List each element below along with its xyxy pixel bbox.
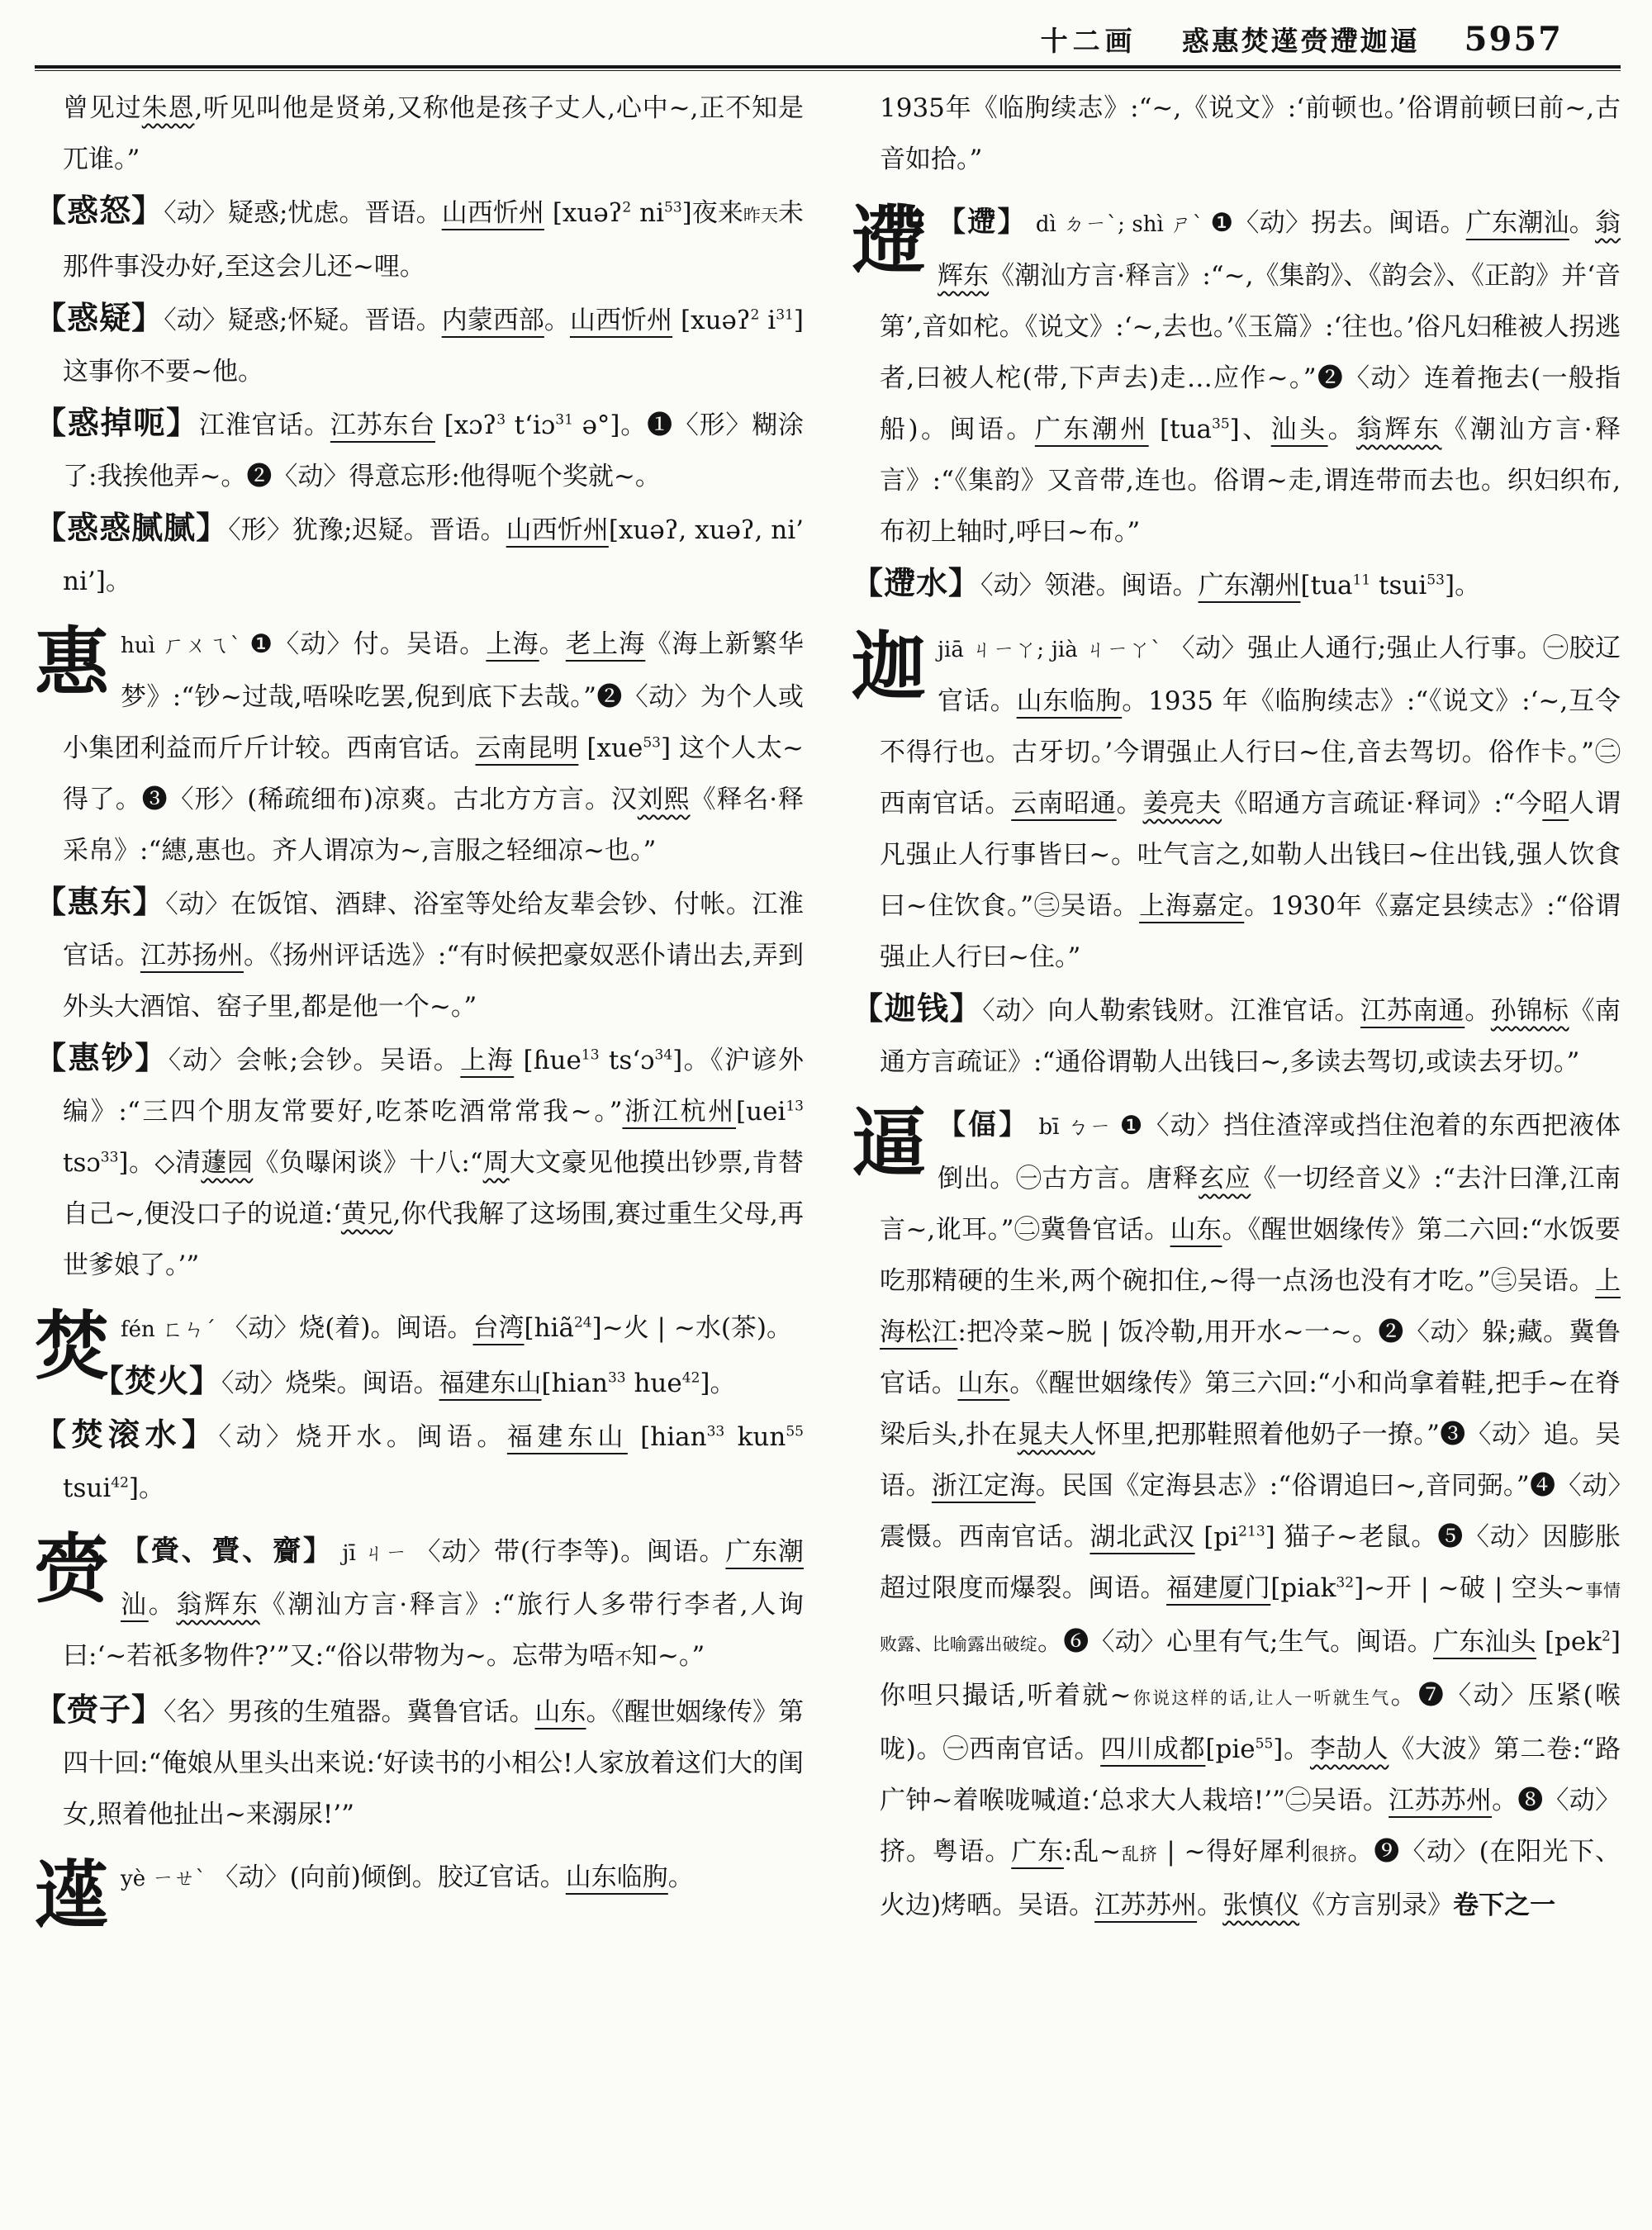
running-header xyxy=(35,12,1621,65)
sub-entry xyxy=(35,397,804,502)
sub-entry xyxy=(35,876,804,1032)
definition-text: 曾见过朱恩,听见叫他是贤弟,又称他是孩子丈人,心中~,正不知是兀谁。” xyxy=(63,93,805,174)
sub-headword: 【惠钞】 xyxy=(35,1039,169,1076)
sub-headword: 【惑疑】 xyxy=(35,299,164,336)
sub-headword: 【惠东】 xyxy=(35,883,166,920)
dictionary-entry xyxy=(852,197,1621,558)
definition-text: 〈动〉在饭馆、酒肆、浴室等处给友辈会钞、付帐。江淮官话。江苏扬州。《扬州评话选》:“有时候把豪奴恶仆请出去,弄到外头大酒馆、窑子里,都是他一个~。” xyxy=(63,890,805,1022)
definition-text: 〈动〉烧柴。闽语。福建东山[hian$^{33}$ hue$^{42}$]。 xyxy=(221,1369,736,1398)
pronunciation: huì ㄏㄨㄟˋ xyxy=(121,633,250,658)
page-number: 5957 xyxy=(1464,20,1563,59)
column-left xyxy=(35,83,805,1939)
sub-entry xyxy=(35,292,804,397)
pronunciation: dì ㄉㄧˋ; shì ㄕˋ xyxy=(1035,212,1211,237)
definition-text: 〈形〉犹豫;迟疑。晋语。山西忻州[xuəʔ, xuəʔ, ni’ ni’]。 xyxy=(63,515,804,596)
sub-entry xyxy=(35,1684,804,1840)
dictionary-entry xyxy=(35,1852,804,1939)
sub-headword: 【惑怒】 xyxy=(35,192,164,229)
definition-text: 〈动〉(向前)倾倒。胶辽官话。山东临朐。 xyxy=(212,1862,694,1892)
definition-text: 〈动〉会帐;会钞。吴语。上海 [ɦue$^{13}$ ts‘ɔ$^{34}$]。《沪谚外编》:“三四个朋友常要好,吃茶吃酒常常我~。”浙江杭州[uei$^{13}$ tsɔ$^{33}$]。◇清蘧园《负曝闲谈》十八:“周大文豪见他摸出钞票,肯替自己~,便没口子的说道:‘黄兄,你代我解了这场围,赛过重生父母,再世爹娘了。’” xyxy=(63,1046,805,1280)
definition-text: 〈动〉带(行李等)。闽语。广东潮汕。翁辉东《潮汕方言·释言》:“旅行人多带行李者,人询曰:‘~若祇多物件?’”又:“俗以带物为~。忘带为唔不知~。” xyxy=(63,1537,805,1671)
definition-text: 〈动〉领港。闽语。广东潮州[tua$^{11}$ tsui$^{53}$]。 xyxy=(980,571,1481,600)
column-right xyxy=(852,83,1621,1931)
headword-character: 惠 xyxy=(35,619,109,706)
sub-headword: 【赍子】 xyxy=(35,1691,164,1728)
definition-text: 〈动〉疑惑;怀疑。晋语。内蒙西部。山西忻州 [xuəʔ$^2$ $i^{31}$]这事你不要~他。 xyxy=(63,306,804,387)
continuation-text xyxy=(852,83,1621,185)
sub-entry xyxy=(35,1355,804,1409)
header-rule xyxy=(35,65,1621,71)
variant-forms: 【遰】 xyxy=(938,206,1028,239)
sub-headword: 【焚火】 xyxy=(93,1362,222,1399)
dictionary-entry xyxy=(35,619,804,876)
pronunciation: yè ㄧㄝˋ xyxy=(121,1867,213,1891)
variant-forms: 【賫、賷、齎】 xyxy=(121,1535,334,1568)
pronunciation: fén ㄈㄣˊ xyxy=(121,1317,223,1342)
definition-text: 〈动〉烧开水。闽语。福建东山 [hian$^{33}$ kun$^{55}$ tsui$^{42}$]。 xyxy=(63,1422,804,1503)
sub-entry xyxy=(35,185,804,292)
sub-entry xyxy=(35,1409,804,1514)
definition-text: 〈动〉强止人通行;强止人行事。㊀胶辽官话。山东临朐。1935 年《临朐续志》:“《说文》:‘~,互令不得行也。古牙切。’今谓强止人行曰~住,音去驾切。俗作卡。”㊁西南官话。云南昭通。姜亮夫《昭通方言疏证·释词》:“今昭人谓凡强止人行事皆曰~。吐气言之,如勒人出钱曰~住出钱,强人饮食曰~住饮食。”㊂吴语。上海嘉定。1930年《嘉定县续志》:“俗谓强止人行曰~住。” xyxy=(880,633,1621,972)
headword-character: 迦 xyxy=(852,623,926,710)
definition-text: 江淮官话。江苏东台 [xɔʔ$^3$ t‘iɔ$^{31}$ ə°]。❶〈形〉糊涂了:我挨他弄~。❷〈动〉得意忘形:他得呃个奖就~。 xyxy=(63,410,804,491)
headword-character: 遰 xyxy=(852,197,926,284)
headword-range: 惑惠焚遳赍遰迦逼 xyxy=(1181,25,1420,57)
pronunciation: jiā ㄐㄧㄚ; jià ㄐㄧㄚˋ xyxy=(938,638,1170,662)
definition-text: 〈名〉男孩的生殖器。冀鲁官话。山东。《醒世姻缘传》第四十回:“俺娘从里头出来说:‘好读书的小相公!人家放着这们大的闺女,照着他扯出~来溺尿!’” xyxy=(63,1697,805,1829)
continuation-text xyxy=(35,83,804,185)
definition-text: 〈动〉疑惑;忧虑。晋语。山西忻州 [xuəʔ$^2$ $ni^{53}$]夜来昨天未那件事没办好,至这会儿还~哩。 xyxy=(63,198,805,282)
sub-entry xyxy=(35,1032,804,1291)
pronunciation: jī ㄐㄧ xyxy=(342,1541,415,1566)
text-columns xyxy=(35,83,1621,1939)
stroke-section-label: 十二画 xyxy=(1040,25,1137,57)
dictionary-entry xyxy=(852,1099,1621,1931)
dictionary-entry xyxy=(852,623,1621,983)
sub-headword: 【惑掉呃】 xyxy=(35,404,199,441)
sub-headword: 【焚滚水】 xyxy=(35,1416,219,1453)
definition-text: 〈动〉向人勒索钱财。江淮官话。江苏南通。孙锦标《南通方言疏证》:“通俗谓勒人出钱曰~,多读去驾切,或读去牙切。” xyxy=(880,996,1621,1077)
pronunciation: bī ㄅㄧ xyxy=(1038,1115,1120,1140)
definition-text: 1935年《临朐续志》:“~,《说文》:‘前顿也。’俗谓前顿曰前~,古音如拾。” xyxy=(880,93,1621,174)
sub-headword: 【迦钱】 xyxy=(852,989,983,1027)
headword-character: 遳 xyxy=(35,1852,109,1939)
sub-headword: 【惑惑腻腻】 xyxy=(35,509,229,546)
dictionary-entry xyxy=(35,1525,804,1684)
headword-character: 赍 xyxy=(35,1525,109,1613)
headword-character: 逼 xyxy=(852,1099,926,1187)
sub-entry xyxy=(852,558,1621,611)
sub-headword: 【遰水】 xyxy=(852,564,981,601)
headword-character: 焚 xyxy=(35,1302,109,1390)
definition-text: 〈动〉烧(着)。闽语。台湾[hiã$^{24}$]~火 | ~水(茶)。 xyxy=(222,1313,793,1343)
sub-entry xyxy=(35,502,804,607)
definition-text: ❶〈动〉拐去。闽语。广东潮汕。翁辉东《潮汕方言·释言》:“~,《集韵》、《韵会》、《正韵》并‘音第’,音如柁。《说文》:‘~,去也。’《玉篇》:‘往也。’俗凡妇稚被人拐逃者,曰被人柁(带,下声去)走…应作~。”❷〈动〉连着拖去(一般指船)。闽语。广东潮州 [tua$^{35}$]、汕头。翁辉东《潮汕方言·释言》:“《集韵》又音带,连也。俗谓~走,谓连带而去也。织妇织布,布初上轴时,呼曰~布。” xyxy=(880,208,1621,547)
definition-text: ❶〈动〉挡住渣滓或挡住泡着的东西把液体倒出。㊀古方言。唐释玄应《一切经音义》:“去汁曰潷,江南言~,讹耳。”㊁冀鲁官话。山东。《醒世姻缘传》第二六回:“水饭要吃那精硬的生米,两个碗扣住,~得一点汤也没有才吃。”㊂吴语。上海松江:把冷菜~脱 | 饭冷勒,用开水~一~。❷〈动〉躲;藏。冀鲁官话。山东。《醒世姻缘传》第三六回:“小和尚拿着鞋,把手~在脊梁后头,扑在晁夫人怀里,把那鞋照着他奶子一撩。”❸〈动〉追。吴语。浙江定海。民国《定海县志》:“俗谓追曰~,音同弼。”❹〈动〉震慑。西南官话。湖北武汉 $[pi^{213}]$ 猫子~老鼠。❺〈动〉因膨胀超过限度而爆裂。闽语。福建厦门[piak$^{32}$]~开 | ~破 | 空头~事情败露、比喻露出破绽。❻〈动〉心里有气;生气。闽语。广东汕头 [pek$^2$]你呾只撮话,听着就~你说这样的话,让人一听就生气。❼〈动〉压紧(喉咙)。㊀西南官话。四川成都[pie$^{55}$]。李劼人《大波》第二卷:“路广钟~着喉咙喊道:‘总求大人栽培!’”㊁吴语。江苏苏州。❽〈动〉挤。粤语。广东:乱~乱挤 | ~得好犀利很挤。❾〈动〉(在阳光下、火边)烤晒。吴语。江苏苏州。张慎仪《方言别录》卷下之一 xyxy=(880,1111,1621,1920)
sub-entry xyxy=(852,983,1621,1088)
variant-forms: 【偪】 xyxy=(938,1108,1030,1141)
definition-text: ❶〈动〉付。吴语。上海。老上海《海上新繁华梦》:“钞~过哉,唔哚吃罢,倪到底下去哉。”❷〈动〉为个人或小集团利益而斤斤计较。西南官话。云南昆明 [xue$^{53}$] 这个人太~得了。❸〈形〉(稀疏细布)凉爽。古北方方言。汉刘熙《释名·释采帛》:“繐,惠也。齐人谓凉为~,言服之轻细凉~也。” xyxy=(63,629,805,866)
